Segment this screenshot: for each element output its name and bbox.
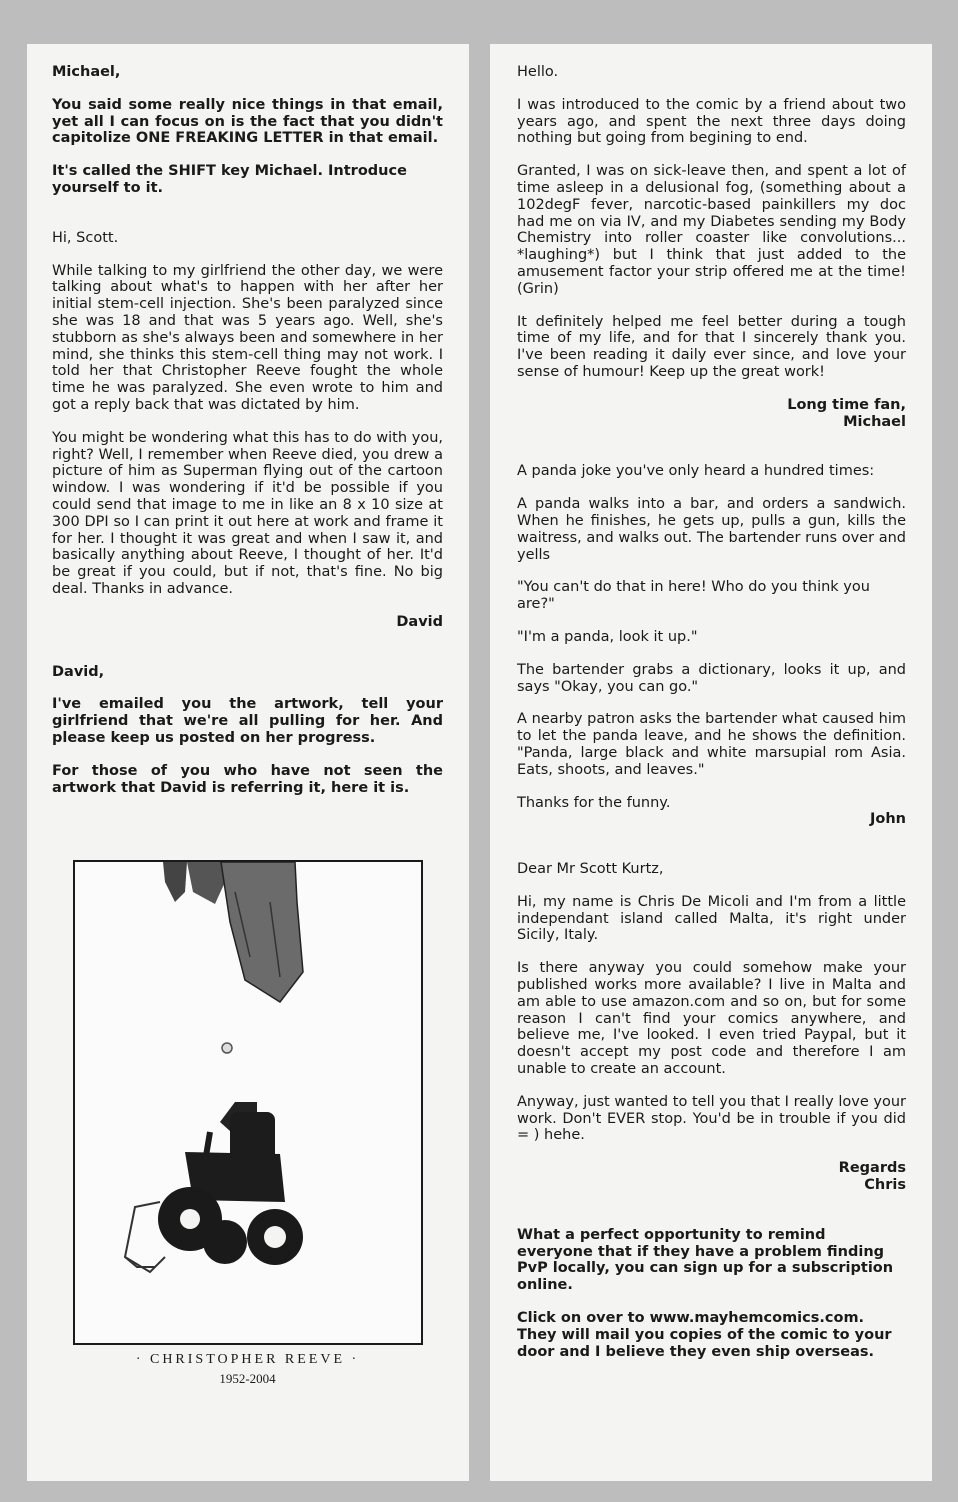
reply-salutation: Michael, (52, 64, 121, 80)
letter-signature: Chris (864, 1177, 906, 1194)
letter-paragraph: You might be wondering what this has to do with you, right? Well, I remember when Reeve died, you drew a picture of him as Superman flying out of the cartoon window. I was wondering if it'd be possible if you could send that image to me in like an 8 x 10 size at 300 DPI so I can print it out here at work and frame it for her. I thought it was great and when I saw it, and basically anything about Reeve, I thought of her. It'd be great if you could, but if not, that's fine. No big deal. Thanks in advance. (52, 429, 443, 597)
letter-signoff: Long time fan, (787, 396, 906, 413)
reply-paragraph: Click on over to www.mayhemcomics.com. They will mail you copies of the comic to your door and I believe they even ship overseas. (517, 1310, 892, 1360)
letter-salutation: Hello. (517, 64, 559, 80)
letter-thanks: Thanks for the funny. (517, 794, 671, 811)
letter-signoff: Regards (838, 1160, 906, 1177)
right-column (490, 44, 932, 1481)
letter-signature: Michael (843, 413, 906, 430)
reply-salutation: David, (52, 663, 105, 680)
left-column (27, 44, 469, 1481)
reply-paragraph: You said some really nice things in that email, yet all I can focus on is the fact that you didn't capitolize ONE FREAKING LETTER in that email. (52, 96, 443, 147)
reply-paragraph: What a perfect opportunity to remind everyone that if they have a problem finding PvP locally, you can sign up for a subscription online. (517, 1226, 894, 1294)
reply-paragraph: It's called the SHIFT key Michael. Introduce yourself to it. (52, 163, 407, 196)
reeve-artwork (73, 860, 423, 1345)
letter-paragraph: While talking to my girlfriend the other day, we were talking about what's to happen with her after her initial stem-cell injection. She's been paralyzed since she was 18 and that was 5 years ago. Well, she's stubborn as she's always been and somewhere in her mind, she thinks this stem-cell thing may not work. I told her that Christopher Reeve fought the whole time he was paralyzed. She even wrote to him and got a reply back that was dictated by him. (52, 262, 443, 413)
artwork-caption: · CHRISTOPHER REEVE · (135, 1352, 360, 1368)
letter-paragraph: It definitely helped me feel better during a tough time of my life, and for that I sincerely thank you. I've been reading it daily ever since, and love your sense of humour! Keep up the great work! (517, 313, 906, 380)
letter-salutation: Hi, Scott. (52, 229, 119, 246)
letter-paragraph: A nearby patron asks the bartender what caused him to let the panda leave, and he shows the definition. "Panda, large black and white marsupial rom Asia. Eats, shoots, and leaves." (517, 711, 906, 778)
reply-paragraph: For those of you who have not seen the artwork that David is referring it, here it is. (52, 762, 443, 796)
letter-paragraph: A panda walks into a bar, and orders a sandwich. When he finishes, he gets up, pulls a gun, kills the waitress, and walks out. The bartender runs over and yells (517, 496, 906, 563)
letter-salutation: Dear Mr Scott Kurtz, (517, 861, 664, 878)
letter-paragraph: Anyway, just wanted to tell you that I really love your work. Don't EVER stop. You'd be in trouble if you did = ) hehe. (517, 1093, 906, 1144)
letter-quote: "You can't do that in here! Who do you think you are?" (517, 579, 870, 613)
letter-quote: "I'm a panda, look it up." (517, 628, 698, 645)
letter-paragraph: Granted, I was on sick-leave then, and spent a lot of time asleep in a delusional fog, (something about a 102degF fever, narcotic-based painkillers my doc had me on via IV, and my Diabetes sending my Body Chemistry into roller coaster like convolutions... *laughing*) but I think that just added to the amusement factor your strip offered me at the time! (Grin) (517, 163, 906, 297)
letter-signature: David (396, 613, 443, 630)
wheelchair-cape-illustration (75, 862, 421, 1343)
letter-intro: A panda joke you've only heard a hundred times: (517, 463, 875, 480)
artwork-years: 1952-2004 (219, 1371, 276, 1387)
letter-signature: John (869, 811, 906, 828)
reply-paragraph: I've emailed you the artwork, tell your girlfriend that we're all pulling for her. And please keep us posted on her progress. (52, 696, 443, 746)
letter-paragraph: The bartender grabs a dictionary, looks it up, and says "Okay, you can go." (517, 661, 906, 695)
letter-paragraph: Is there anyway you could somehow make your published works more available? I live in Malta and am able to use amazon.com and so on, but for some reason I can't find your comics anywhere, and believe me, I've looked. I even tried Paypal, but it doesn't accept my post code and therefore I am unable to create an account. (517, 960, 906, 1078)
letter-paragraph: Hi, my name is Chris De Micoli and I'm from a little independant island called Malta, it's right under Sicily, Italy. (517, 893, 906, 944)
letter-paragraph: I was introduced to the comic by a friend about two years ago, and spent the next three days doing nothing but going from begining to end. (517, 96, 906, 147)
